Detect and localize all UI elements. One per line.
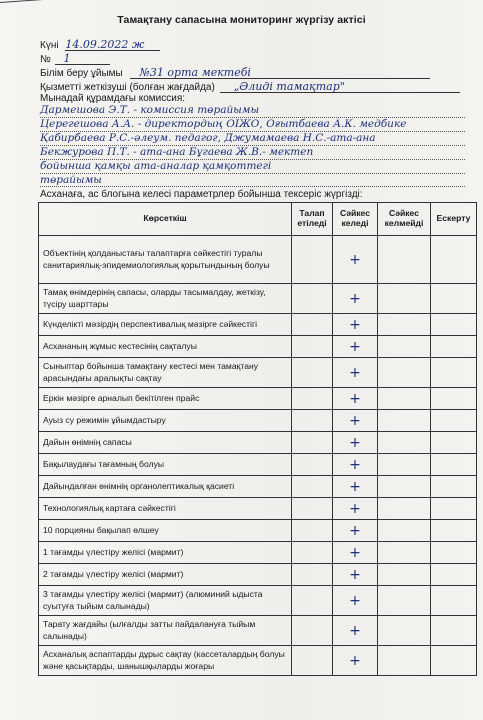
- note-cell: [431, 432, 477, 454]
- col-noncompliant: Сәйкес келмейді: [378, 203, 431, 236]
- required-cell: [292, 388, 333, 410]
- indicator-cell: 2 тағамды үлестіру желісі (мармит): [39, 564, 292, 586]
- indicator-cell: Бақылаудағы тағамның болуы: [39, 454, 292, 476]
- table-row: [39, 616, 477, 646]
- table-row: [39, 564, 477, 586]
- noncompliant-cell: [378, 564, 431, 586]
- table-row: [39, 336, 477, 358]
- noncompliant-cell: [378, 314, 431, 336]
- commission-rule-6: [40, 186, 465, 187]
- compliant-mark: +: [333, 646, 378, 676]
- noncompliant-cell: [378, 358, 431, 388]
- table-row: [39, 388, 477, 410]
- indicator-cell: Асханалық аспаптарды дұрыс сақтау (кассеталардың болуы және қасықтарды, шанышқыларды жоғары: [39, 646, 292, 676]
- required-cell: [292, 236, 333, 284]
- commission-line-1: Дармешова Э.Т. - комиссия төрайымы: [40, 104, 260, 116]
- col-required: Талап етіледі: [292, 203, 333, 236]
- table-row: [39, 476, 477, 498]
- school-underline: [130, 78, 430, 79]
- noncompliant-cell: [378, 616, 431, 646]
- note-cell: [431, 454, 477, 476]
- noncompliant-cell: [378, 410, 431, 432]
- indicator-cell: 10 порцияны бақылап өлшеу: [39, 520, 292, 542]
- commission-line-3: Қабирбаева Р.С.-әлеум. педагог, Джумамаева Н.С.-ата-ана: [40, 132, 376, 144]
- indicator-cell: Еркін мәзірге арналып бекітілген прайс: [39, 388, 292, 410]
- note-cell: [431, 336, 477, 358]
- compliant-mark: +: [333, 520, 378, 542]
- table-row: [39, 542, 477, 564]
- note-cell: [431, 646, 477, 676]
- service-label: Қызметті жеткізуші (болған жағдайда): [40, 82, 215, 93]
- required-cell: [292, 454, 333, 476]
- compliant-mark: +: [333, 586, 378, 616]
- required-cell: [292, 564, 333, 586]
- commission-line-2: Церегешова А.А. - директордың ОІЖО, Оғытбаева А.К. медбике: [40, 118, 407, 130]
- indicator-cell: Технологиялық картаға сәйкестігі: [39, 498, 292, 520]
- col-note: Ескерту: [431, 203, 477, 236]
- compliant-mark: +: [333, 616, 378, 646]
- noncompliant-cell: [378, 284, 431, 314]
- note-cell: [431, 564, 477, 586]
- required-cell: [292, 476, 333, 498]
- note-cell: [431, 498, 477, 520]
- required-cell: [292, 498, 333, 520]
- required-cell: [292, 586, 333, 616]
- indicator-cell: Дайын өнімнің сапасы: [39, 432, 292, 454]
- number-value: 1: [63, 52, 71, 65]
- table-row: [39, 586, 477, 616]
- compliant-mark: +: [333, 358, 378, 388]
- noncompliant-cell: [378, 646, 431, 676]
- number-label: №: [40, 54, 51, 65]
- table-row: [39, 410, 477, 432]
- compliant-mark: +: [333, 498, 378, 520]
- compliant-mark: +: [333, 388, 378, 410]
- note-cell: [431, 476, 477, 498]
- table-row: [39, 284, 477, 314]
- indicator-cell: Асхананың жұмыс кестесінің сақталуы: [39, 336, 292, 358]
- monitoring-table: [38, 202, 477, 676]
- indicator-cell: Сыныптар бойынша тамақтану кестесі мен тамақтану арасындағы аралықты сақтау: [39, 358, 292, 388]
- col-indicator: Көрсеткіш: [39, 203, 292, 236]
- date-underline: [65, 50, 160, 51]
- required-cell: [292, 284, 333, 314]
- noncompliant-cell: [378, 388, 431, 410]
- indicator-cell: Күнделікті мәзірдің перспективалық мәзірге сәйкестігі: [39, 314, 292, 336]
- school-label: Білім беру ұйымы: [40, 68, 123, 79]
- compliant-mark: +: [333, 432, 378, 454]
- commission-rule-5: [40, 173, 465, 174]
- required-cell: [292, 336, 333, 358]
- number-underline: [55, 64, 110, 65]
- required-cell: [292, 646, 333, 676]
- school-value: №31 орта мектебі: [139, 66, 251, 79]
- noncompliant-cell: [378, 336, 431, 358]
- date-value: 14.09.2022 ж: [65, 38, 145, 51]
- note-cell: [431, 236, 477, 284]
- indicator-cell: Ауыз су режимін ұйымдастыру: [39, 410, 292, 432]
- table-row: [39, 314, 477, 336]
- table-row: [39, 236, 477, 284]
- noncompliant-cell: [378, 586, 431, 616]
- indicator-cell: 3 тағамды үлестіру желісі (мармит) (алюминий ыдыста суытуға тыйым салынады): [39, 586, 292, 616]
- compliant-mark: +: [333, 284, 378, 314]
- table-row: [39, 454, 477, 476]
- compliant-mark: +: [333, 236, 378, 284]
- compliant-mark: +: [333, 542, 378, 564]
- note-cell: [431, 616, 477, 646]
- note-cell: [431, 520, 477, 542]
- note-cell: [431, 284, 477, 314]
- noncompliant-cell: [378, 236, 431, 284]
- required-cell: [292, 616, 333, 646]
- service-value: „Әлиді тамақтар": [233, 80, 345, 93]
- required-cell: [292, 314, 333, 336]
- indicator-cell: Тарату жағдайы (ылғалды затты пайдалануға тыйым салынады): [39, 616, 292, 646]
- table-header-row: [39, 203, 477, 236]
- note-cell: [431, 410, 477, 432]
- table-row: [39, 646, 477, 676]
- commission-line-5: бойынша қамқы ата-аналар қамқоттегі: [40, 160, 272, 172]
- noncompliant-cell: [378, 476, 431, 498]
- date-label: Күні: [40, 40, 59, 51]
- compliant-mark: +: [333, 336, 378, 358]
- indicator-cell: Объектінің қолданыстағы талаптарға сәйкестігі туралы санитариялық-эпидемиологиялық қорытындының болуы: [39, 236, 292, 284]
- commission-label: Мынадай құрамдағы комиссия:: [40, 93, 186, 104]
- required-cell: [292, 358, 333, 388]
- col-compliant: Сәйкес келеді: [333, 203, 378, 236]
- required-cell: [292, 432, 333, 454]
- required-cell: [292, 520, 333, 542]
- indicator-cell: 1 тағамды үлестіру желісі (мармит): [39, 542, 292, 564]
- service-underline: [220, 92, 460, 93]
- noncompliant-cell: [378, 454, 431, 476]
- note-cell: [431, 542, 477, 564]
- compliant-mark: +: [333, 476, 378, 498]
- compliant-mark: +: [333, 314, 378, 336]
- compliant-mark: +: [333, 454, 378, 476]
- table-row: [39, 358, 477, 388]
- inspection-intro: Асханаға, ас блогына келесі параметрлер бойынша тексеріс жүргізді:: [40, 189, 363, 200]
- table-row: [39, 432, 477, 454]
- note-cell: [431, 388, 477, 410]
- noncompliant-cell: [378, 432, 431, 454]
- note-cell: [431, 358, 477, 388]
- table-row: [39, 520, 477, 542]
- document-title: Тамақтану сапасына мониторинг жүргізу актісі: [117, 14, 366, 26]
- noncompliant-cell: [378, 542, 431, 564]
- required-cell: [292, 542, 333, 564]
- table-row: [39, 498, 477, 520]
- indicator-cell: Дайындалған өнімнің органолептикалық қасиеті: [39, 476, 292, 498]
- commission-line-6: төрайымы: [40, 174, 102, 186]
- commission-line-4: Бекжурова П.Т. - ата-ана Бұгаева Ж.В.- мектеп: [40, 146, 314, 158]
- compliant-mark: +: [333, 564, 378, 586]
- indicator-cell: Тамақ өнімдерінің сапасы, оларды тасымалдау, жеткізу, түсіру шарттары: [39, 284, 292, 314]
- note-cell: [431, 314, 477, 336]
- noncompliant-cell: [378, 498, 431, 520]
- compliant-mark: +: [333, 410, 378, 432]
- note-cell: [431, 586, 477, 616]
- required-cell: [292, 410, 333, 432]
- noncompliant-cell: [378, 520, 431, 542]
